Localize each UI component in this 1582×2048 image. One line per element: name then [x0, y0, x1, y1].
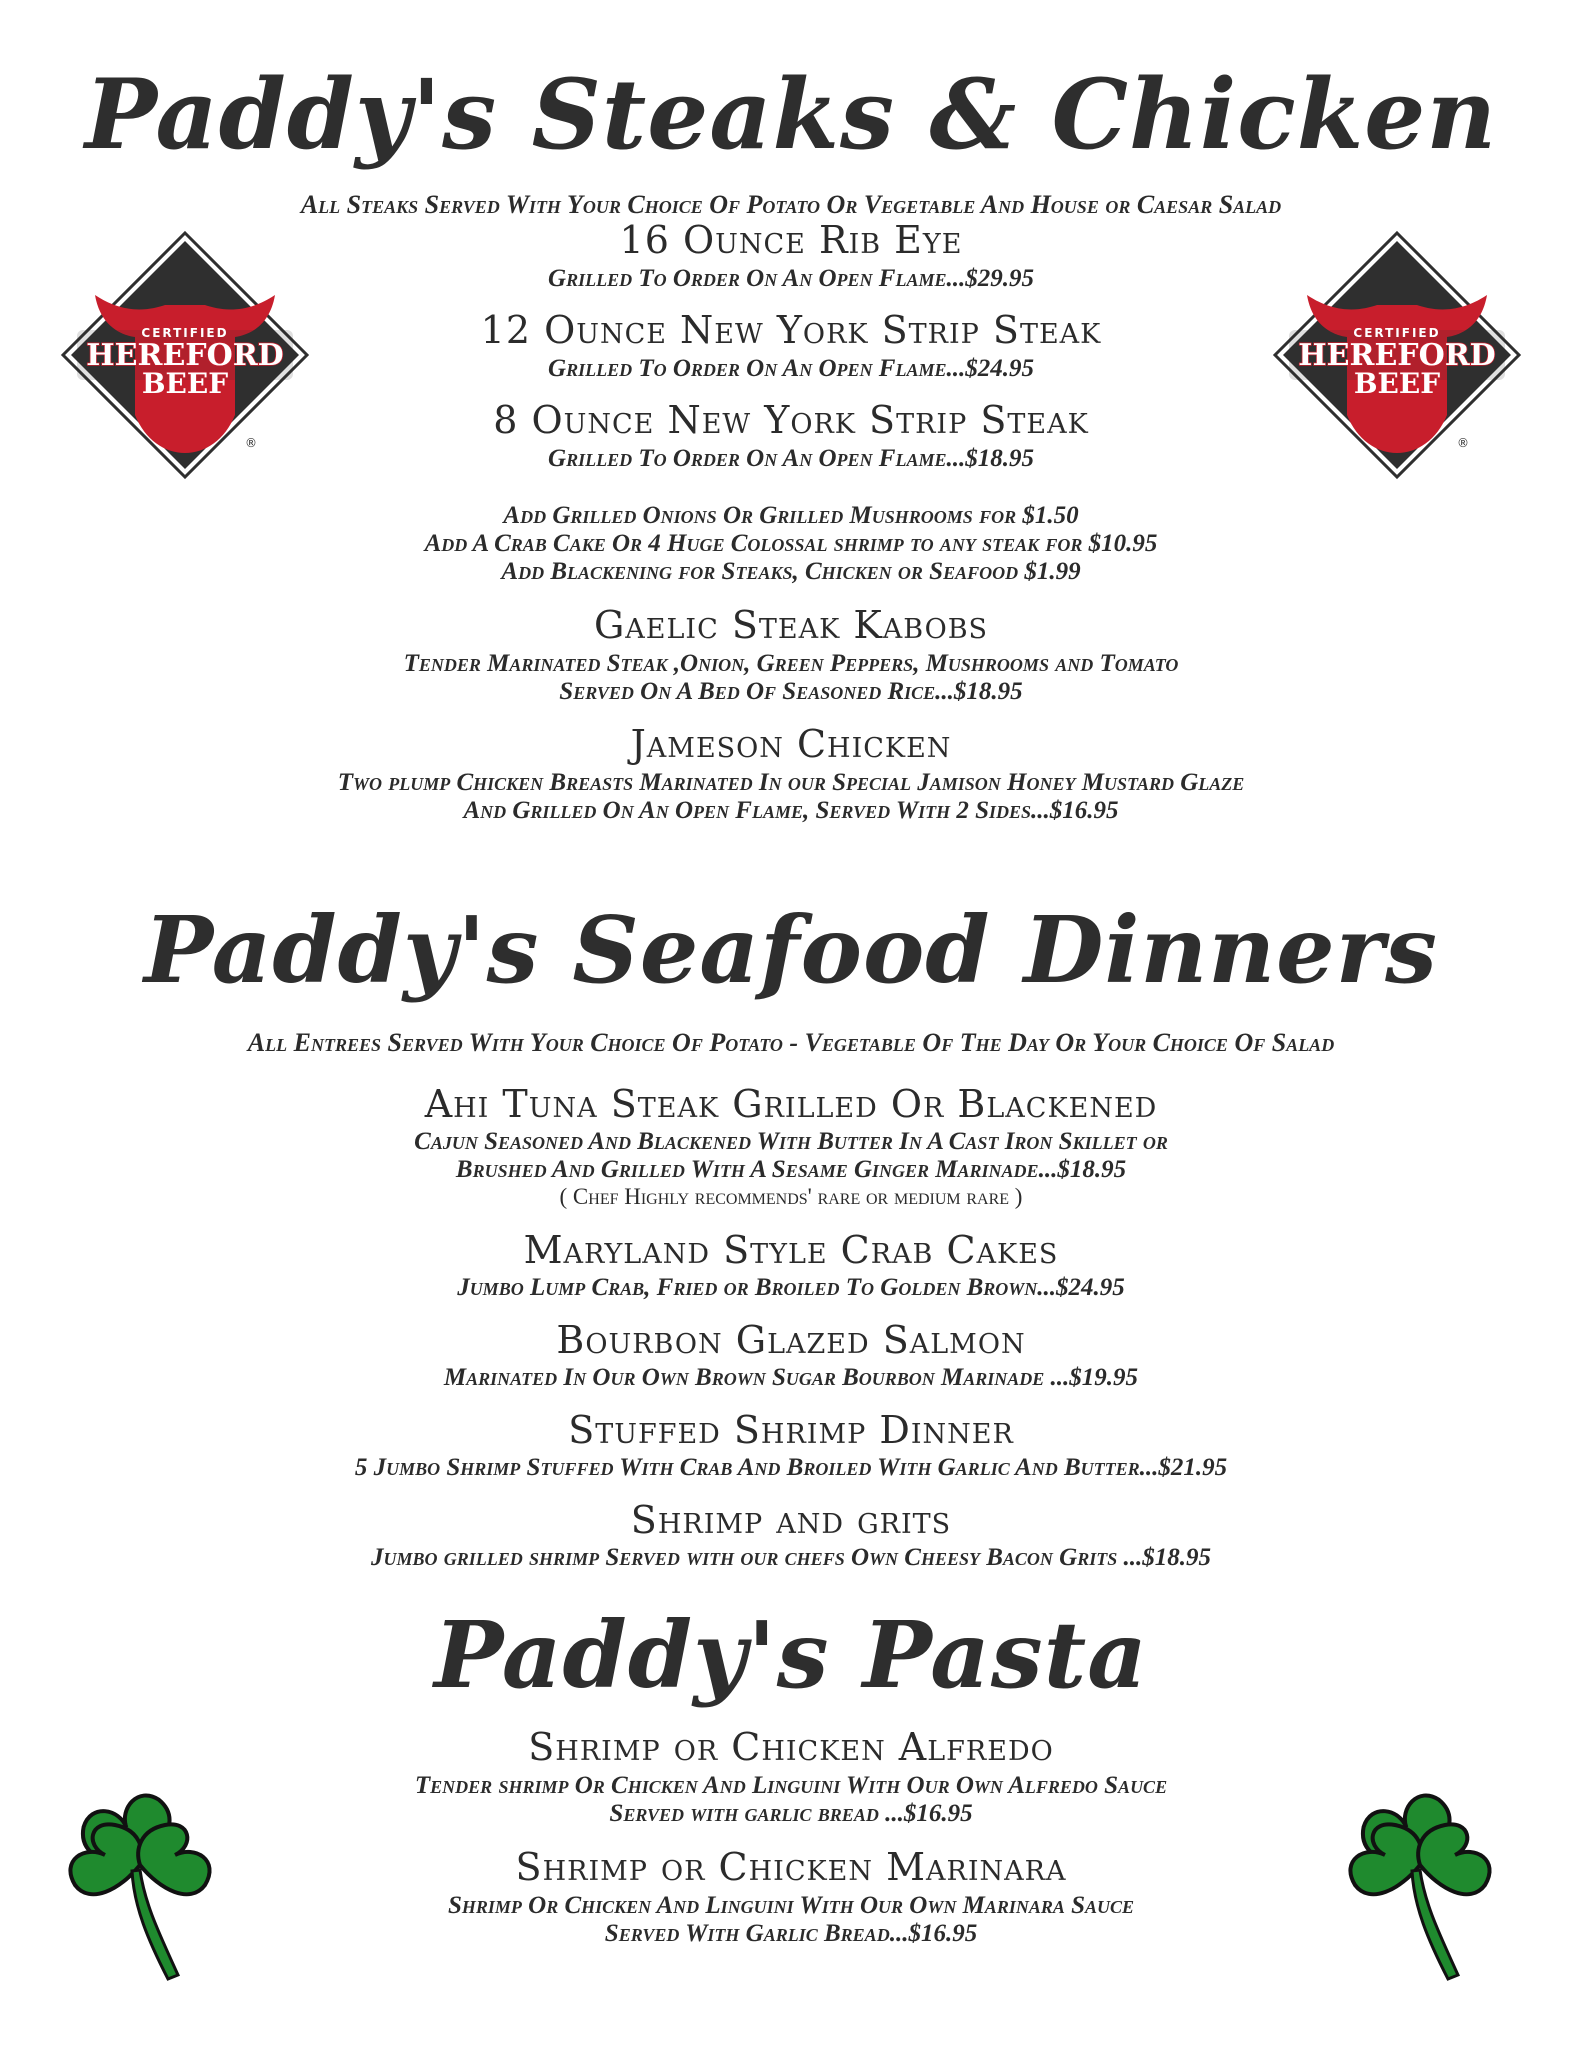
menu-item-desc: Shrimp Or Chicken And Linguini With Our Own Marinara Sauce: [447, 1892, 1135, 1919]
menu-item-desc: Grilled To Order On An Open Flame...$18.95: [548, 445, 1034, 472]
logo-mark: ®: [1457, 436, 1469, 450]
menu-item-name: 16 Ounce Rib Eye: [619, 218, 963, 262]
addon-line: Add Blackening for Steaks, Chicken or Seafood $1.99: [501, 558, 1081, 585]
logo-line3: BEEF: [141, 367, 229, 400]
menu-item-desc: Served with garlic bread ...$16.95: [609, 1800, 973, 1827]
addon-line: Add A Crab Cake Or 4 Huge Colossal shrimp to any steak for $10.95: [424, 530, 1158, 557]
menu-item-name: Maryland Style Crab Cakes: [523, 1228, 1059, 1272]
menu-item-desc: Brushed And Grilled With A Sesame Ginger Marinade...$18.95: [455, 1156, 1127, 1183]
menu-item-desc: Grilled To Order On An Open Flame...$29.95: [548, 265, 1034, 292]
menu-item-desc: Cajun Seasoned And Blackened With Butter In A Cast Iron Skillet or: [414, 1128, 1168, 1155]
logo-line1: CERTIFIED: [141, 326, 229, 340]
menu-item-name: Gaelic Steak Kabobs: [593, 603, 989, 647]
menu-item-desc: Served With Garlic Bread...$16.95: [604, 1920, 978, 1947]
steaks-intro: All Steaks Served With Your Choice Of Potato Or Vegetable And House or Caesar Salad: [300, 190, 1282, 219]
shamrock-icon: [60, 1785, 220, 1985]
menu-item-desc: Grilled To Order On An Open Flame...$24.95: [548, 355, 1034, 382]
menu-item-desc: 5 Jumbo Shrimp Stuffed With Crab And Broiled With Garlic And Butter...$21.95: [354, 1454, 1228, 1481]
menu-item-name: Shrimp or Chicken Alfredo: [528, 1725, 1054, 1769]
logo-line3: BEEF: [1353, 367, 1441, 400]
addon-line: Add Grilled Onions Or Grilled Mushrooms for $1.50: [503, 502, 1079, 529]
menu-item-desc: Jumbo grilled shrimp Served with our chefs Own Cheesy Bacon Grits ...$18.95: [371, 1544, 1211, 1571]
logo-mark: ®: [245, 436, 257, 450]
menu-item-name: Ahi Tuna Steak Grilled Or Blackened: [424, 1082, 1158, 1126]
menu-item-name: Bourbon Glazed Salmon: [556, 1318, 1026, 1362]
steaks-section-title: Paddy's Steaks & Chicken: [84, 58, 1498, 171]
menu-item-name: Jameson Chicken: [630, 722, 952, 766]
pasta-section-title: Paddy's Pasta: [434, 1601, 1148, 1709]
menu-item-name: Shrimp or Chicken Marinara: [515, 1845, 1067, 1889]
chef-note: ( Chef Highly recommends' rare or medium rare ): [559, 1184, 1023, 1209]
logo-line2: HEREFORD: [1298, 338, 1496, 373]
menu-item-name: 12 Ounce New York Strip Steak: [480, 308, 1102, 352]
menu-item-desc: Jumbo Lump Crab, Fried or Broiled To Golden Brown...$24.95: [457, 1274, 1125, 1301]
menu-item-desc: Two plump Chicken Breasts Marinated In our Special Jamison Honey Mustard Glaze: [337, 769, 1245, 796]
shamrock-icon: [1340, 1785, 1500, 1985]
menu-item-name: Shrimp and grits: [630, 1498, 952, 1542]
logo-line1: CERTIFIED: [1353, 326, 1441, 340]
menu-item-name: Stuffed Shrimp Dinner: [568, 1408, 1014, 1452]
menu-item-desc: Tender shrimp Or Chicken And Linguini With Our Own Alfredo Sauce: [414, 1772, 1168, 1799]
seafood-section-title: Paddy's Seafood Dinners: [144, 896, 1438, 1004]
menu-item-desc: Marinated In Our Own Brown Sugar Bourbon Marinade ...$19.95: [443, 1364, 1139, 1391]
menu-item-desc: And Grilled On An Open Flame, Served With 2 Sides...$16.95: [463, 797, 1119, 824]
menu-item-desc: Served On A Bed Of Seasoned Rice...$18.95: [559, 678, 1023, 705]
seafood-intro: All Entrees Served With Your Choice Of Potato - Vegetable Of The Day Or Your Choice Of Salad: [247, 1028, 1335, 1057]
menu-item-desc: Tender Marinated Steak ,Onion, Green Peppers, Mushrooms and Tomato: [403, 650, 1179, 677]
menu-item-name: 8 Ounce New York Strip Steak: [493, 398, 1089, 442]
logo-line2: HEREFORD: [86, 338, 284, 373]
